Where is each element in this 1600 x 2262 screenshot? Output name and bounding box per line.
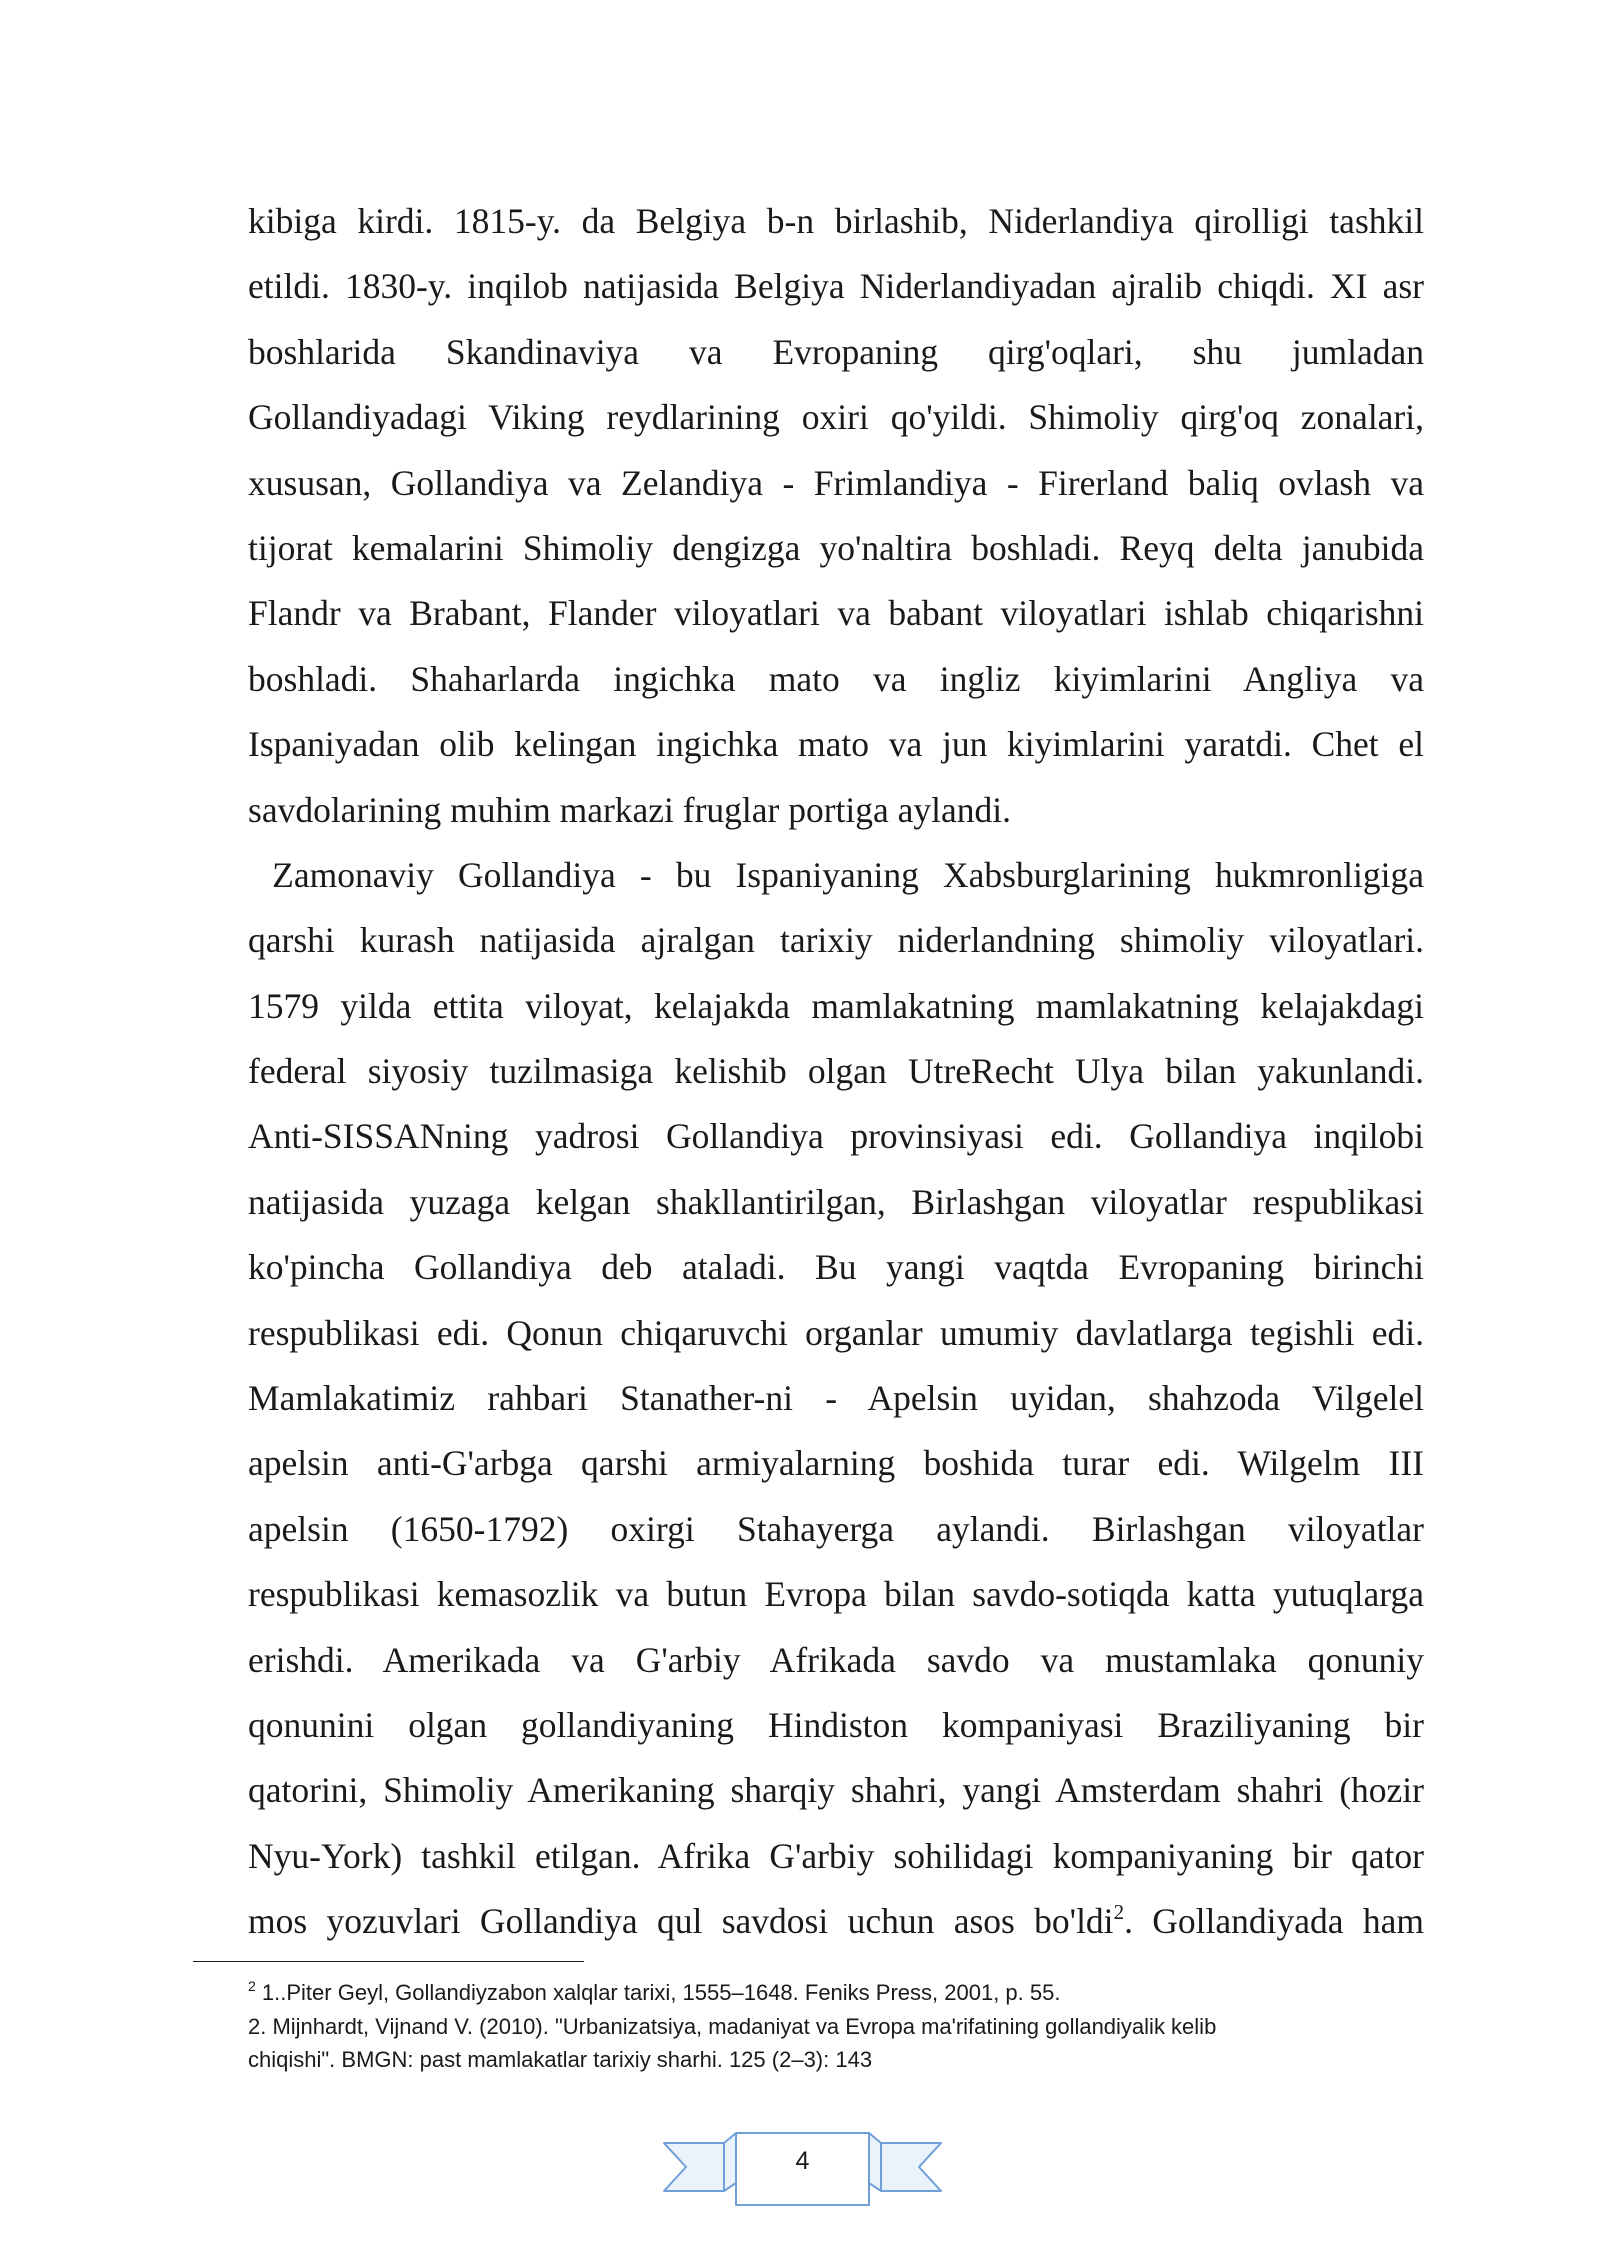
text-line: boshladi. Shaharlarda ingichka mato va ingliz kiyimlarini Angliya va: [248, 658, 1424, 699]
text-line-with-footnote-ref: [248, 1889, 1424, 1954]
text-line: Gollandiyadagi Viking reydlarining oxiri qo'yildi. Shimoliy qirg'oq zonalari,: [248, 397, 1424, 438]
text-line: Anti-SISSANning yadrosi Gollandiya provinsiyasi edi. Gollandiya inqilobi: [248, 1116, 1424, 1157]
text-line: respublikasi kemasozlik va butun Evropa bilan savdo-sotiqda katta yutuqlarga: [248, 1574, 1424, 1615]
text-line: erishdi. Amerikada va G'arbiy Afrikada savdo va mustamlaka qonuniy: [248, 1639, 1424, 1680]
text-line: Mamlakatimiz rahbari Stanather-ni - Apelsin uyidan, shahzoda Vilgelel: [248, 1378, 1424, 1419]
text-line: etildi. 1830-y. inqilob natijasida Belgiya Niderlandiyadan ajralib chiqdi. XI asr: [248, 266, 1424, 307]
text-line: Ispaniyadan olib kelingan ingichka mato va jun kiyimlarini yaratdi. Chet el: [248, 724, 1424, 765]
text-line: ko'pincha Gollandiya deb ataladi. Bu yangi vaqtda Evropaning birinchi: [248, 1247, 1424, 1288]
text-fragment: mos yozuvlari Gollandiya qul savdosi uchun asos bo'ldi: [248, 1901, 1114, 1942]
text-line: qarshi kurash natijasida ajralgan tarixiy niderlandning shimoliy viloyatlari.: [248, 920, 1424, 961]
text-line: kibiga kirdi. 1815-y. da Belgiya b-n birlashib, Niderlandiya qirolligi tashkil: [248, 201, 1424, 241]
text-line: savdolarining muhim markazi fruglar portiga aylandi.: [248, 789, 1012, 830]
footnote-line: 2. Mijnhardt, Vijnand V. (2010). "Urbanizatsiya, madaniyat va Evropa ma'rifatining gollandiyalik kelib: [248, 2013, 1217, 2039]
text-line: Nyu-York) tashkil etilgan. Afrika G'arbiy sohilidagi kompaniyaning bir qator: [248, 1835, 1424, 1876]
footnote-text: 1..Piter Geyl, Gollandiyzabon xalqlar tarixi, 1555–1648. Feniks Press, 2001, p. 55.: [255, 1980, 1061, 2005]
page-number-ribbon: [660, 2125, 945, 2210]
text-line: apelsin anti-G'arbga qarshi armiyalarning boshida turar edi. Wilgelm III: [248, 1443, 1424, 1484]
footnote-line: [248, 1976, 1424, 2010]
text-line: Flandr va Brabant, Flander viloyatlari va babant viloyatlari ishlab chiqarishni: [248, 593, 1424, 634]
text-line: Zamonaviy Gollandiya - bu Ispaniyaning Xabsburglarining hukmronligiga: [248, 854, 1424, 895]
footnote-reference[interactable]: 2: [1113, 1900, 1125, 1925]
body-text: [248, 189, 1424, 1955]
text-line: respublikasi edi. Qonun chiqaruvchi organlar umumiy davlatlarga tegishli edi.: [248, 1312, 1424, 1353]
text-fragment: . Gollandiyada ham: [1124, 1901, 1425, 1942]
text-line: federal siyosiy tuzilmasiga kelishib olgan UtreRecht Ulya bilan yakunlandi.: [248, 1051, 1424, 1092]
text-line: xususan, Gollandiya va Zelandiya - Frimlandiya - Firerland baliq ovlash va: [248, 462, 1424, 503]
footnote-separator: [193, 1961, 584, 1962]
text-line: apelsin (1650-1792) oxirgi Stahayerga aylandi. Birlashgan viloyatlar: [248, 1508, 1424, 1549]
page-number: 4: [795, 2147, 810, 2175]
text-line: natijasida yuzaga kelgan shakllantirilgan, Birlashgan viloyatlar respublikasi: [248, 1181, 1424, 1222]
footnote-marker: 2: [248, 1978, 256, 1994]
text-line: qatorini, Shimoliy Amerikaning sharqiy shahri, yangi Amsterdam shahri (hozir: [248, 1770, 1424, 1811]
text-line: qonunini olgan gollandiyaning Hindiston kompaniyasi Braziliyaning bir: [248, 1704, 1424, 1745]
text-line: boshlarida Skandinaviya va Evropaning qirg'oqlari, shu jumladan: [248, 331, 1424, 372]
text-line: tijorat kemalarini Shimoliy dengizga yo'naltira boshladi. Reyq delta janubida: [248, 527, 1424, 568]
footnotes: [248, 1976, 1424, 2077]
text-line: 1579 yilda ettita viloyat, kelajakda mamlakatning mamlakatning kelajakdagi: [248, 985, 1424, 1026]
footnote-line: chiqishi". BMGN: past mamlakatlar tarixiy sharhi. 125 (2–3): 143: [248, 2047, 873, 2072]
